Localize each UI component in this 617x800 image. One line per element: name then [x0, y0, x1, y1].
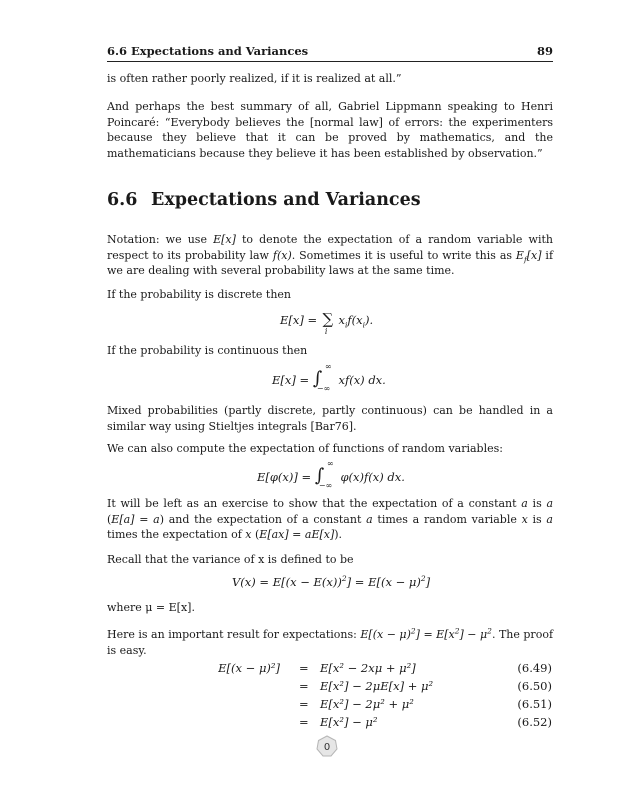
running-header — [107, 44, 553, 60]
sum-symbol: ∑ — [322, 310, 334, 328]
align-equals: = — [299, 697, 309, 711]
header-title: 6.6 Expectations and Variances — [107, 44, 309, 58]
align-rhs: E[x²] − 2μE[x] + μ² — [320, 679, 434, 693]
header-page-number: 89 — [536, 44, 553, 58]
text: to denote the expectation of a random variable with respect to its probability law — [107, 233, 553, 262]
equation-number: (6.51) — [517, 697, 552, 711]
paragraph-text: If the probability is continuous then — [107, 344, 308, 357]
align-lhs: E[(x − μ)²] — [218, 661, 280, 675]
paragraph-notation — [107, 232, 553, 279]
section-heading — [107, 190, 421, 210]
align-equals: = — [299, 715, 309, 729]
equation-number: (6.52) — [517, 715, 552, 729]
align-equals: = — [299, 679, 309, 693]
integral-symbol: ∫ — [314, 465, 325, 486]
equation-number: (6.50) — [517, 679, 552, 693]
align-equals: = — [299, 661, 309, 675]
paragraph-functions — [107, 441, 553, 457]
badge-label: 0 — [323, 742, 331, 753]
paragraph-continuous — [107, 343, 553, 359]
header-rule — [107, 61, 553, 62]
paragraph-constant: It will be left as an exercise to show that the expectation of a constant a is a (E[a] = a) and the expectation of a constant a times a random variable x is a times the expectation of x (E[ax] = aE[x]). — [107, 497, 553, 541]
paragraph-lippmann — [107, 99, 553, 161]
align-rhs: E[x²] − 2μ² + μ² — [320, 697, 414, 711]
paragraph-variance — [107, 552, 553, 568]
paragraph-where — [107, 600, 553, 616]
align-rhs: E[x² − 2xμ + μ²] — [320, 661, 416, 675]
paragraph-text: And perhaps the best summary of all, Gabriel Lippmann speaking to Henri Poincaré: “Everybody believes the [normal law] of errors: the experimenters because they believe that it can be proved by mathematics, and the mathematicians because they believe it has been established by observation.” — [107, 100, 553, 160]
section-title: Expectations and Variances — [151, 190, 421, 210]
paragraph-mixed — [107, 403, 553, 434]
paragraph-important: Here is an important result for expectations: $E[(x - \mu)^2] = E[x^2] - \mu^2$. The proof is easy. — [107, 626, 554, 657]
paragraph-text: Mixed probabilities (partly discrete, partly continuous) can be handled in a similar way using Stieltjes integrals [Bar76]. — [107, 404, 553, 433]
paragraph-text: We can also compute the expectation of functions of random variables: — [107, 442, 503, 455]
math-ef: $E_f[x]$ — [515, 248, 542, 264]
text: if we are dealing with several probability laws at the same time. — [107, 248, 554, 277]
paragraph-quote-end — [107, 71, 553, 87]
math-fx: f(x) — [272, 248, 292, 262]
text: Notation: we use — [107, 233, 214, 246]
equation-function: E[φ(x)] = ∫ ∞ −∞ φ(x)f(x) dx. — [257, 459, 405, 490]
equation-number: (6.49) — [517, 661, 552, 675]
equation-variance: $V(x) = E[(x - E(x))^2] = E[(x - \mu)^2]$ — [232, 574, 431, 589]
paragraph-text: Recall that the variance of x is defined to be — [107, 553, 354, 566]
paragraph-discrete — [107, 287, 553, 303]
integral-symbol: ∫ — [312, 368, 323, 389]
equation-continuous: E[x] = ∫ ∞ −∞ xf(x) dx. — [272, 362, 386, 393]
text: . Sometimes it is useful to write this as — [291, 248, 516, 262]
paragraph-text: If the probability is discrete then — [107, 288, 291, 301]
align-rhs: E[x²] − μ² — [320, 715, 378, 729]
section-number: 6.6 — [107, 190, 138, 210]
equation-discrete: E[x] = ∑ i $x_if(x_i)$. — [280, 310, 374, 336]
page-counter-badge[interactable] — [316, 735, 338, 757]
paragraph-text: where μ = E[x]. — [107, 601, 195, 614]
math-ex: E[x] — [213, 233, 236, 246]
paragraph-text: is often rather poorly realized, if it is realized at all.” — [107, 72, 402, 85]
